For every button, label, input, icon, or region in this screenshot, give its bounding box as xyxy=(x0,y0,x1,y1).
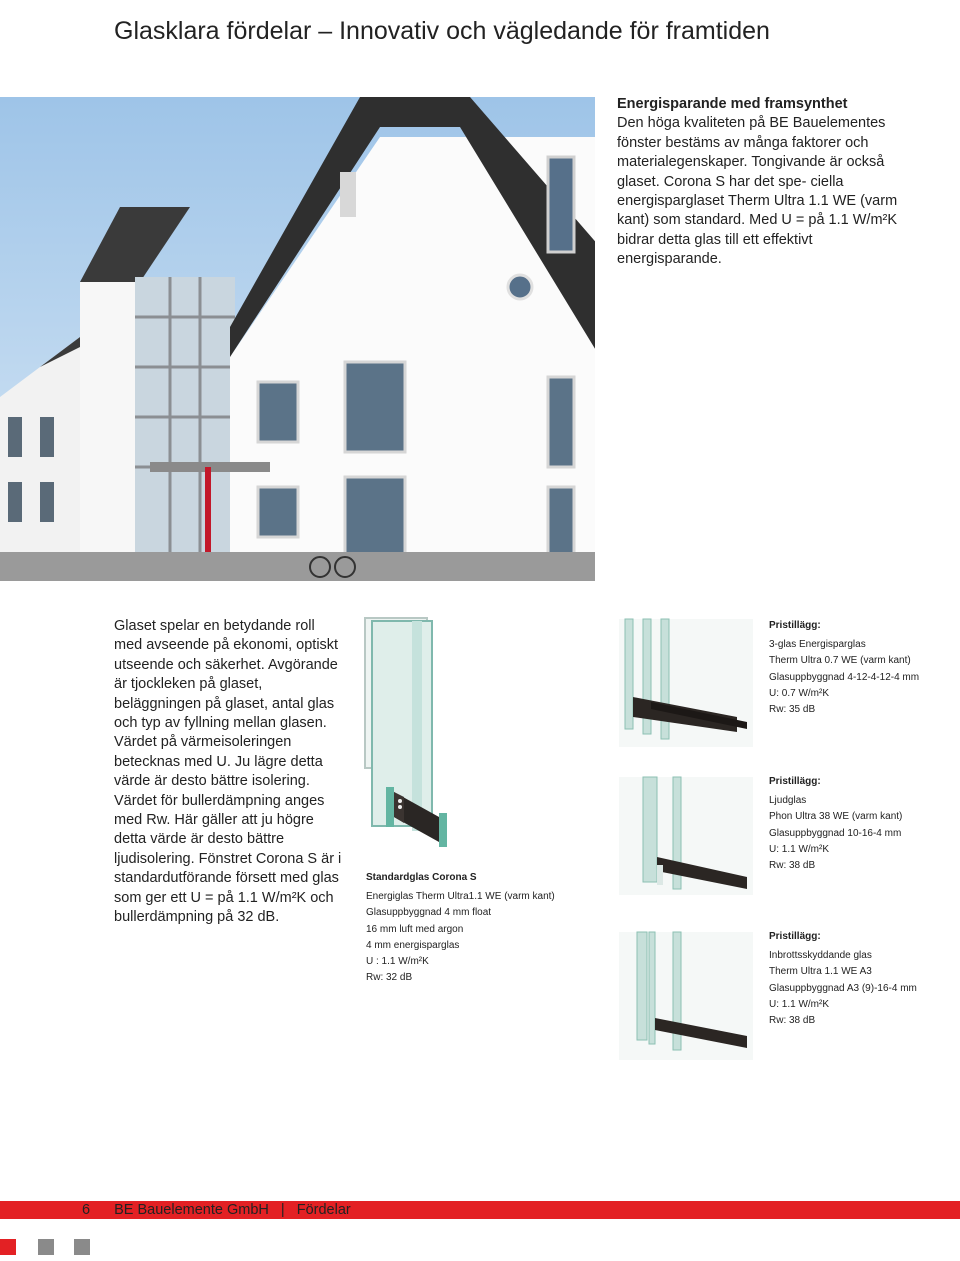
option-heading: Pristillägg: xyxy=(769,931,821,942)
option-burglary-specs xyxy=(769,929,917,1029)
spec-line: Rw: 32 dB xyxy=(366,972,413,984)
gray-square xyxy=(74,1239,90,1255)
gray-square xyxy=(38,1239,54,1255)
spec-line: Phon Ultra 38 WE (varm kant) xyxy=(769,811,903,823)
spec-line: Inbrottsskyddande glas xyxy=(769,950,872,962)
option-triple-specs xyxy=(769,618,919,718)
double-glazing-illustration xyxy=(364,617,454,847)
spec-line: Glasuppbyggnad 4-12-4-12-4 mm xyxy=(769,671,920,683)
option-sound-specs xyxy=(769,774,902,874)
spec-line: U: 0.7 W/m²K xyxy=(769,687,830,699)
spec-line: U: 1.1 W/m²K xyxy=(769,843,830,855)
spec-line: Rw: 38 dB xyxy=(769,1015,816,1027)
footer-separator: | xyxy=(280,1202,285,1218)
spec-line: Energiglas Therm Ultra1.1 WE (varm kant) xyxy=(366,891,555,903)
page-number: 6 xyxy=(82,1202,91,1218)
spec-line: U : 1.1 W/m²K xyxy=(366,956,429,968)
spec-line: Rw: 35 dB xyxy=(769,704,816,716)
spec-line: Ljudglas xyxy=(769,795,807,807)
spec-line: 3-glas Energisparglas xyxy=(769,639,866,651)
section-name: Fördelar xyxy=(296,1202,351,1218)
sidebar-heading: Energisparande med framsynthet xyxy=(617,96,848,112)
house-photo xyxy=(0,97,595,581)
spec-line: Glasuppbyggnad 10-16-4 mm xyxy=(769,827,902,839)
spec-line: Glasuppbyggnad A3 (9)-16-4 mm xyxy=(769,982,917,994)
triple-glazing-illustration xyxy=(617,617,757,752)
standard-glass-specs xyxy=(366,870,555,986)
spec-line: Rw: 38 dB xyxy=(769,860,816,872)
sidebar-text xyxy=(617,95,917,270)
spec-line: 16 mm luft med argon xyxy=(366,923,464,935)
burglary-glazing-illustration xyxy=(617,930,757,1065)
page-title: Glasklara fördelar – Innovativ och vägledande för framtiden xyxy=(114,16,770,45)
company-name: BE Bauelemente GmbH xyxy=(114,1202,269,1218)
spec-line: Glasuppbyggnad 4 mm float xyxy=(366,907,492,919)
option-heading: Pristillägg: xyxy=(769,776,821,787)
body-paragraph: Glaset spelar en betydande roll med avseende på ekonomi, optiskt utseende och säkerhet. Avgörande är tjockleken på glaset, beläggningen på glaset, antal glas och typ av fyllning mellan glasen. Värdet på värmeisoleringen betecknas med U. Ju lägre detta värde är desto bättre isolering. Värdet för bullerdämpning anges med Rw. Här gäller att ju högre detta värde är desto bättre ljudisolering. Fönstret Corona S är i standardutförande försett med glas som ger ett U = på 1.1 W/m²K och bullerdämpning på 32 dB. xyxy=(114,618,342,926)
sidebar-paragraph: Den höga kvaliteten på BE Bauelementes fönster bestäms av många faktorer och materialegenskaper. Tongivande är också glaset. Corona S har det spe- ciella energisparglaset Therm Ultra 1.1 WE (varm kant) som standard. Med U = på 1.1 W/m²K bidrar detta glas till ett effektivt energisparande. xyxy=(617,115,898,268)
spec-line: Therm Ultra 0.7 WE (varm kant) xyxy=(769,655,911,667)
option-heading: Pristillägg: xyxy=(769,620,821,631)
spec-line: U: 1.1 W/m²K xyxy=(769,998,830,1010)
footer xyxy=(82,1202,351,1218)
spec-line: Therm Ultra 1.1 WE A3 xyxy=(769,966,872,978)
standard-glass-heading: Standardglas Corona S xyxy=(366,872,477,883)
spec-line: 4 mm energisparglas xyxy=(366,939,460,951)
red-square xyxy=(0,1239,16,1255)
house-illustration xyxy=(0,97,595,581)
sound-glazing-illustration xyxy=(617,775,757,900)
